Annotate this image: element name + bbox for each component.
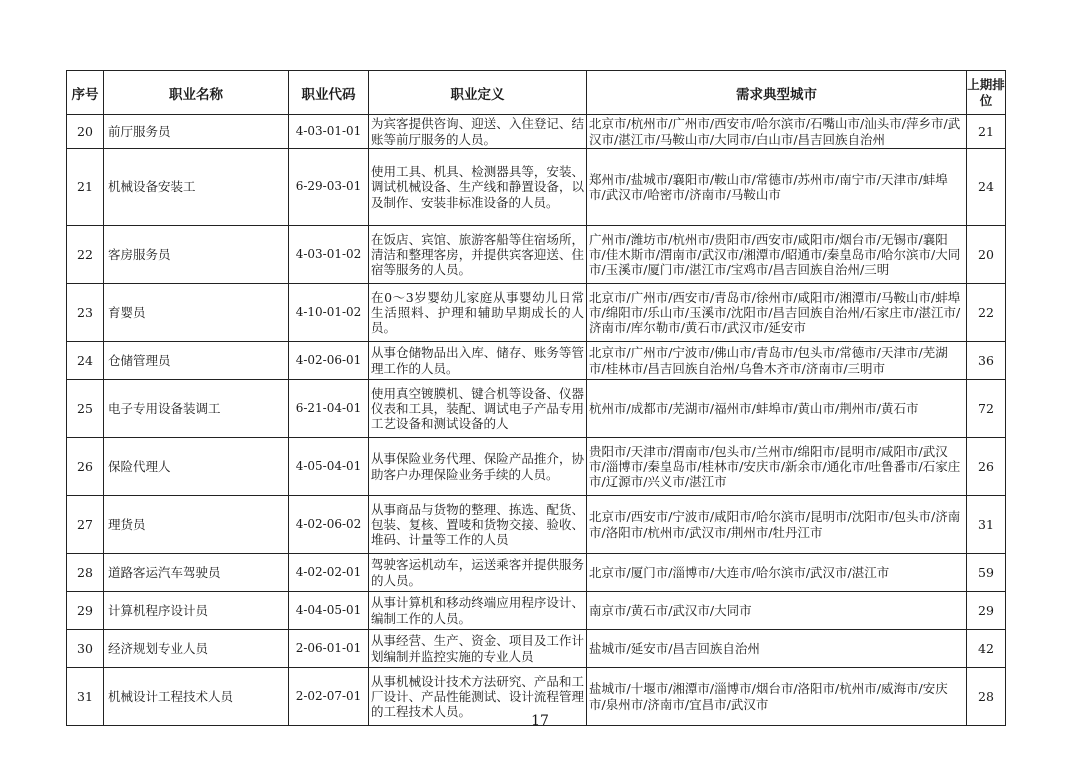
row-number: 24: [67, 342, 104, 380]
previous-rank: 26: [967, 438, 1006, 496]
previous-rank: 42: [967, 630, 1006, 668]
occupation-code: 6-21-04-01: [289, 380, 369, 438]
occupation-name: 保险代理人: [104, 438, 289, 496]
row-number: 21: [67, 149, 104, 226]
typical-cities: 郑州市/盐城市/襄阳市/鞍山市/常德市/苏州市/南宁市/天津市/蚌埠市/武汉市/哈密市/济南市/马鞍山市: [587, 149, 967, 226]
occupation-name: 仓储管理员: [104, 342, 289, 380]
typical-cities: 杭州市/成都市/芜湖市/福州市/蚌埠市/黄山市/荆州市/黄石市: [587, 380, 967, 438]
occupation-code: 4-05-04-01: [289, 438, 369, 496]
header-previous-rank: 上期排位: [967, 71, 1006, 115]
row-number: 31: [67, 668, 104, 726]
previous-rank: 59: [967, 554, 1006, 592]
occupation-code: 4-03-01-02: [289, 226, 369, 284]
occupation-code: 4-02-06-02: [289, 496, 369, 554]
occupation-table: [66, 70, 1006, 726]
occupation-code: 2-06-01-01: [289, 630, 369, 668]
previous-rank: 21: [967, 115, 1006, 149]
occupation-name: 客房服务员: [104, 226, 289, 284]
occupation-definition: 从事仓储物品出入库、储存、账务等管理工作的人员。: [369, 342, 587, 380]
typical-cities: 北京市/杭州市/广州市/西安市/哈尔滨市/石嘴山市/汕头市/萍乡市/武汉市/湛江市/马鞍山市/大同市/白山市/昌吉回族自治州: [587, 115, 967, 149]
page-number: 17: [531, 713, 549, 729]
table-row: [67, 496, 1006, 554]
occupation-name: 机械设备安装工: [104, 149, 289, 226]
occupation-code: 4-03-01-01: [289, 115, 369, 149]
previous-rank: 36: [967, 342, 1006, 380]
occupation-name: 理货员: [104, 496, 289, 554]
occupation-name: 育婴员: [104, 284, 289, 342]
previous-rank: 22: [967, 284, 1006, 342]
table-header-row: [67, 71, 1006, 115]
table-row: [67, 592, 1006, 630]
occupation-definition: 从事保险业务代理、保险产品推介，协助客户办理保险业务手续的人员。: [369, 438, 587, 496]
occupation-name: 道路客运汽车驾驶员: [104, 554, 289, 592]
header-occupation-name: 职业名称: [104, 71, 289, 115]
table-body: [67, 115, 1006, 726]
occupation-definition: 在饭店、宾馆、旅游客船等住宿场所，清洁和整理客房，并提供宾客迎送、住宿等服务的人员。: [369, 226, 587, 284]
previous-rank: 28: [967, 668, 1006, 726]
occupation-definition: 使用工具、机具、检测器具等，安装、调试机械设备、生产线和静置设备，以及制作、安装非标准设备的人员。: [369, 149, 587, 226]
occupation-code: 4-10-01-02: [289, 284, 369, 342]
occupation-code: 6-29-03-01: [289, 149, 369, 226]
row-number: 20: [67, 115, 104, 149]
row-number: 29: [67, 592, 104, 630]
row-number: 27: [67, 496, 104, 554]
occupation-definition: 使用真空镀膜机、键合机等设备、仪器仪表和工具，装配、调试电子产品专用工艺设备和测试设备的人: [369, 380, 587, 438]
occupation-name: 前厅服务员: [104, 115, 289, 149]
row-number: 22: [67, 226, 104, 284]
table-row: [67, 438, 1006, 496]
occupation-code: 4-02-06-01: [289, 342, 369, 380]
typical-cities: 贵阳市/天津市/渭南市/包头市/兰州市/绵阳市/昆明市/咸阳市/武汉市/淄博市/秦皇岛市/桂林市/安庆市/新余市/通化市/吐鲁番市/石家庄市/辽源市/兴义市/湛江市: [587, 438, 967, 496]
occupation-definition: 从事商品与货物的整理、拣选、配货、包装、复核、置唛和货物交接、验收、堆码、计量等工作的人员: [369, 496, 587, 554]
typical-cities: 盐城市/延安市/昌吉回族自治州: [587, 630, 967, 668]
previous-rank: 72: [967, 380, 1006, 438]
table-row: [67, 380, 1006, 438]
row-number: 30: [67, 630, 104, 668]
row-number: 25: [67, 380, 104, 438]
table-row: [67, 342, 1006, 380]
occupation-name: 电子专用设备装调工: [104, 380, 289, 438]
typical-cities: 广州市/潍坊市/杭州市/贵阳市/西安市/咸阳市/烟台市/无锡市/襄阳市/佳木斯市/渭南市/武汉市/湘潭市/昭通市/秦皇岛市/哈尔滨市/大同市/玉溪市/厦门市/湛江市/宝鸡市/昌吉回族自治州/三明: [587, 226, 967, 284]
typical-cities: 盐城市/十堰市/湘潭市/淄博市/烟台市/洛阳市/杭州市/威海市/安庆市/泉州市/济南市/宜昌市/武汉市: [587, 668, 967, 726]
occupation-definition: 从事计算机和移动终端应用程序设计、编制工作的人员。: [369, 592, 587, 630]
occupation-name: 机械设计工程技术人员: [104, 668, 289, 726]
occupation-definition: 为宾客提供咨询、迎送、入住登记、结账等前厅服务的人员。: [369, 115, 587, 149]
typical-cities: 北京市/西安市/宁波市/咸阳市/哈尔滨市/昆明市/沈阳市/包头市/济南市/洛阳市/杭州市/武汉市/荆州市/牡丹江市: [587, 496, 967, 554]
header-occupation-code: 职业代码: [289, 71, 369, 115]
table-row: [67, 630, 1006, 668]
table-row: [67, 226, 1006, 284]
row-number: 23: [67, 284, 104, 342]
table-row: [67, 554, 1006, 592]
table-row: [67, 149, 1006, 226]
occupation-table-container: [66, 70, 1005, 726]
previous-rank: 20: [967, 226, 1006, 284]
occupation-definition: 驾驶客运机动车，运送乘客并提供服务的人员。: [369, 554, 587, 592]
occupation-definition: 从事机械设计技术方法研究、产品和工厂设计、产品性能测试、设计流程管理的工程技术人员。: [369, 668, 587, 726]
table-row: [67, 284, 1006, 342]
row-number: 28: [67, 554, 104, 592]
typical-cities: 北京市/广州市/西安市/青岛市/徐州市/咸阳市/湘潭市/马鞍山市/蚌埠市/绵阳市/乐山市/玉溪市/沈阳市/昌吉回族自治州/石家庄市/湛江市/济南市/库尔勒市/黄石市/武汉市/延安市: [587, 284, 967, 342]
occupation-definition: 从事经营、生产、资金、项目及工作计划编制并监控实施的专业人员: [369, 630, 587, 668]
header-no: 序号: [67, 71, 104, 115]
typical-cities: 南京市/黄石市/武汉市/大同市: [587, 592, 967, 630]
header-typical-cities: 需求典型城市: [587, 71, 967, 115]
occupation-name: 经济规划专业人员: [104, 630, 289, 668]
previous-rank: 24: [967, 149, 1006, 226]
occupation-code: 4-02-02-01: [289, 554, 369, 592]
occupation-code: 4-04-05-01: [289, 592, 369, 630]
header-occupation-definition: 职业定义: [369, 71, 587, 115]
typical-cities: 北京市/广州市/宁波市/佛山市/青岛市/包头市/常德市/天津市/芜湖市/桂林市/昌吉回族自治州/乌鲁木齐市/济南市/三明市: [587, 342, 967, 380]
occupation-definition: 在0～3岁婴幼儿家庭从事婴幼儿日常生活照料、护理和辅助早期成长的人员。: [369, 284, 587, 342]
occupation-code: 2-02-07-01: [289, 668, 369, 726]
row-number: 26: [67, 438, 104, 496]
typical-cities: 北京市/厦门市/淄博市/大连市/哈尔滨市/武汉市/湛江市: [587, 554, 967, 592]
occupation-name: 计算机程序设计员: [104, 592, 289, 630]
previous-rank: 31: [967, 496, 1006, 554]
table-row: [67, 115, 1006, 149]
previous-rank: 29: [967, 592, 1006, 630]
